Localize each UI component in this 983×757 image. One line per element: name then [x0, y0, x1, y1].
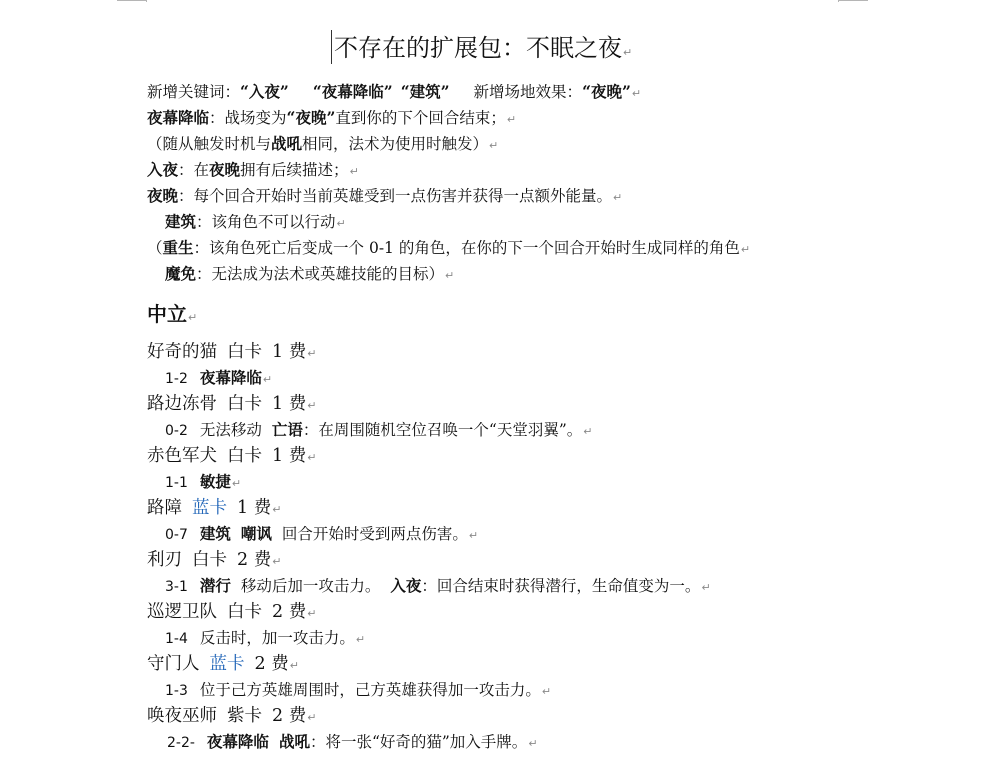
paragraph-mark: ↵	[541, 685, 552, 698]
card-stats: 3-1	[165, 579, 188, 595]
paragraph-mark: ↵	[506, 113, 517, 126]
card-stats: 0-7	[165, 527, 188, 543]
term-battlecry: 战吼	[271, 134, 303, 153]
card-cost: 1 费	[272, 446, 307, 466]
paragraph-mark: ↵	[349, 165, 359, 178]
card-name: 好奇的猫	[147, 342, 217, 362]
def-text: ：该角色不可以行动	[196, 213, 336, 231]
def-text: 拥有后续描述；	[240, 161, 349, 179]
card-effect-text: 移动后加一攻击力。	[240, 577, 381, 595]
card-keyword: 夜幕降临	[206, 732, 269, 751]
paragraph-mark: ↵	[307, 399, 317, 412]
keyword-nightfall: “夜幕降临”	[312, 82, 393, 101]
field-night: “夜晚”	[582, 82, 631, 101]
card-effect-text: ：将一张“好奇的猫”加入手牌。	[309, 733, 528, 751]
card-detail[interactable]	[165, 471, 241, 495]
card-header[interactable]	[147, 705, 316, 729]
margin-marker-left	[117, 0, 147, 1]
margin-marker-right-tick	[838, 0, 839, 2]
def-text: 直到你的下个回合结束；	[335, 109, 506, 127]
card-name: 赤色军犬	[147, 446, 217, 466]
card-effect-text: ：回合结束时获得潜行，生命值变为一。	[421, 577, 701, 595]
margin-marker-right	[838, 0, 868, 1]
keyword-enter-night: “入夜”	[240, 82, 289, 101]
card-keyword: 战吼	[278, 732, 310, 751]
def-rebirth[interactable]	[147, 237, 750, 261]
card-rarity: 白卡	[227, 394, 262, 414]
card-cost: 2 费	[272, 602, 307, 622]
paragraph-mark: ↵	[336, 217, 346, 230]
card-keyword: 建筑	[199, 524, 231, 543]
card-effect-text: 回合开始时受到两点伤害。	[281, 525, 468, 543]
card-stats: 1-3	[165, 683, 188, 699]
def-spell-immune[interactable]	[165, 263, 454, 287]
card-detail[interactable]	[165, 419, 592, 443]
paragraph-mark: ↵	[583, 425, 593, 438]
section-title: 中立	[147, 302, 187, 326]
def-text: （	[147, 239, 163, 257]
card-rarity: 白卡	[192, 550, 227, 570]
card-effect-text: ：在周围随机空位召唤一个“天堂羽翼”。	[302, 421, 583, 439]
title-text: 不存在的扩展包：不眠之夜	[334, 34, 622, 62]
term-rebirth: 重生	[162, 238, 194, 257]
card-rarity: 蓝卡	[209, 654, 245, 674]
card-header[interactable]	[147, 445, 316, 469]
card-header[interactable]	[147, 653, 299, 677]
card-rarity: 白卡	[227, 446, 262, 466]
paragraph-mark: ↵	[307, 711, 317, 724]
paragraph-mark: ↵	[289, 659, 299, 672]
paragraph-mark: ↵	[740, 243, 751, 256]
def-text: 相同，法术为使用时触发）	[302, 135, 489, 153]
def-building[interactable]	[165, 211, 346, 235]
card-cost: 1 费	[237, 498, 272, 518]
card-detail[interactable]	[165, 367, 272, 391]
card-header[interactable]	[147, 601, 316, 625]
paragraph-mark: ↵	[445, 269, 455, 282]
card-effect-text: 无法移动	[199, 421, 262, 439]
card-name: 守门人	[147, 654, 200, 674]
card-effect-text: 位于己方英雄周围时，己方英雄获得加一攻击力。	[199, 681, 541, 699]
card-rarity: 蓝卡	[192, 498, 227, 518]
paragraph-mark: ↵	[489, 139, 499, 152]
card-header[interactable]	[147, 497, 281, 521]
paragraph-mark: ↵	[188, 311, 198, 324]
card-stats: 1-2	[165, 371, 188, 387]
card-keyword: 夜幕降临	[199, 368, 262, 387]
card-stats: 2-2-	[167, 735, 195, 751]
card-keyword: 亡语	[271, 420, 303, 439]
card-stats: 0-2	[165, 423, 188, 439]
term-night: 夜晚	[147, 186, 179, 205]
term-nightfall: 夜幕降临	[147, 108, 210, 127]
term-enter-night: 入夜	[147, 160, 179, 179]
text-cursor	[331, 30, 332, 64]
card-name: 唤夜巫师	[147, 706, 217, 726]
card-name: 路障	[147, 498, 182, 518]
def-night[interactable]	[147, 185, 622, 209]
paragraph-mark: ↵	[307, 607, 317, 620]
def-text: ：该角色死亡后变成一个 0-1 的角色，在你的下一个回合开始时生成同样的角色	[193, 239, 740, 257]
document-title[interactable]	[334, 31, 632, 70]
term-spell-immune: 魔免	[165, 264, 197, 283]
new-keywords-label: 新增关键词：	[147, 83, 241, 101]
def-note[interactable]	[147, 133, 498, 157]
card-keyword: 潜行	[199, 576, 231, 595]
paragraph-mark: ↵	[631, 87, 642, 100]
card-cost: 2 费	[254, 654, 289, 674]
card-rarity: 白卡	[227, 602, 262, 622]
paragraph-mark: ↵	[307, 347, 317, 360]
paragraph-mark: ↵	[231, 477, 242, 490]
paragraph-mark: ↵	[613, 191, 623, 204]
card-detail[interactable]	[165, 627, 365, 651]
card-keyword: 嘲讽	[240, 524, 272, 543]
def-nightfall[interactable]	[147, 107, 516, 131]
card-detail[interactable]	[165, 575, 711, 599]
card-cost: 1 费	[272, 342, 307, 362]
paragraph-mark: ↵	[701, 581, 711, 594]
card-header[interactable]	[147, 549, 281, 573]
card-rarity: 白卡	[227, 342, 262, 362]
card-cost: 2 费	[237, 550, 272, 570]
def-text: （随从触发时机与	[147, 135, 272, 153]
paragraph-mark: ↵	[262, 373, 273, 386]
paragraph-mark: ↵	[528, 737, 538, 750]
card-stats: 1-4	[165, 631, 188, 647]
keyword-building: “建筑”	[400, 82, 450, 101]
term-building: 建筑	[165, 212, 197, 231]
card-rarity: 紫卡	[227, 706, 262, 726]
card-detail[interactable]	[165, 679, 551, 703]
paragraph-mark: ↵	[623, 46, 633, 59]
card-name: 巡逻卫队	[147, 602, 217, 622]
margin-marker-left-tick	[146, 0, 147, 2]
def-enter-night[interactable]	[147, 159, 359, 183]
term-night: “夜晚”	[286, 108, 336, 127]
paragraph-mark: ↵	[355, 633, 366, 646]
def-text: ：在	[178, 161, 210, 179]
def-text: ：无法成为法术或英雄技能的目标）	[196, 265, 445, 283]
paragraph-mark: ↵	[272, 503, 282, 516]
card-name: 路边冻骨	[147, 394, 217, 414]
paragraph-mark: ↵	[468, 529, 479, 542]
card-effect-text: 反击时，加一攻击力。	[199, 629, 355, 647]
card-stats: 1-1	[165, 475, 188, 491]
card-header[interactable]	[147, 341, 316, 365]
card-cost: 2 费	[272, 706, 307, 726]
card-name: 利刃	[147, 550, 182, 570]
card-detail[interactable]	[167, 731, 538, 755]
paragraph-mark: ↵	[307, 451, 317, 464]
card-cost: 1 费	[272, 394, 307, 414]
def-text: ：每个回合开始时当前英雄受到一点伤害并获得一点额外能量。	[178, 187, 613, 205]
section-heading[interactable]	[147, 300, 197, 332]
card-detail[interactable]	[165, 523, 478, 547]
paragraph-mark: ↵	[272, 555, 282, 568]
term-night: 夜晚	[209, 160, 241, 179]
def-text: ：战场变为	[209, 109, 287, 127]
card-keyword: 敏捷	[199, 472, 231, 491]
card-header[interactable]	[147, 393, 316, 417]
new-field-label: 新增场地效果：	[473, 83, 583, 101]
intro-line[interactable]	[147, 81, 641, 105]
card-keyword: 入夜	[390, 576, 422, 595]
